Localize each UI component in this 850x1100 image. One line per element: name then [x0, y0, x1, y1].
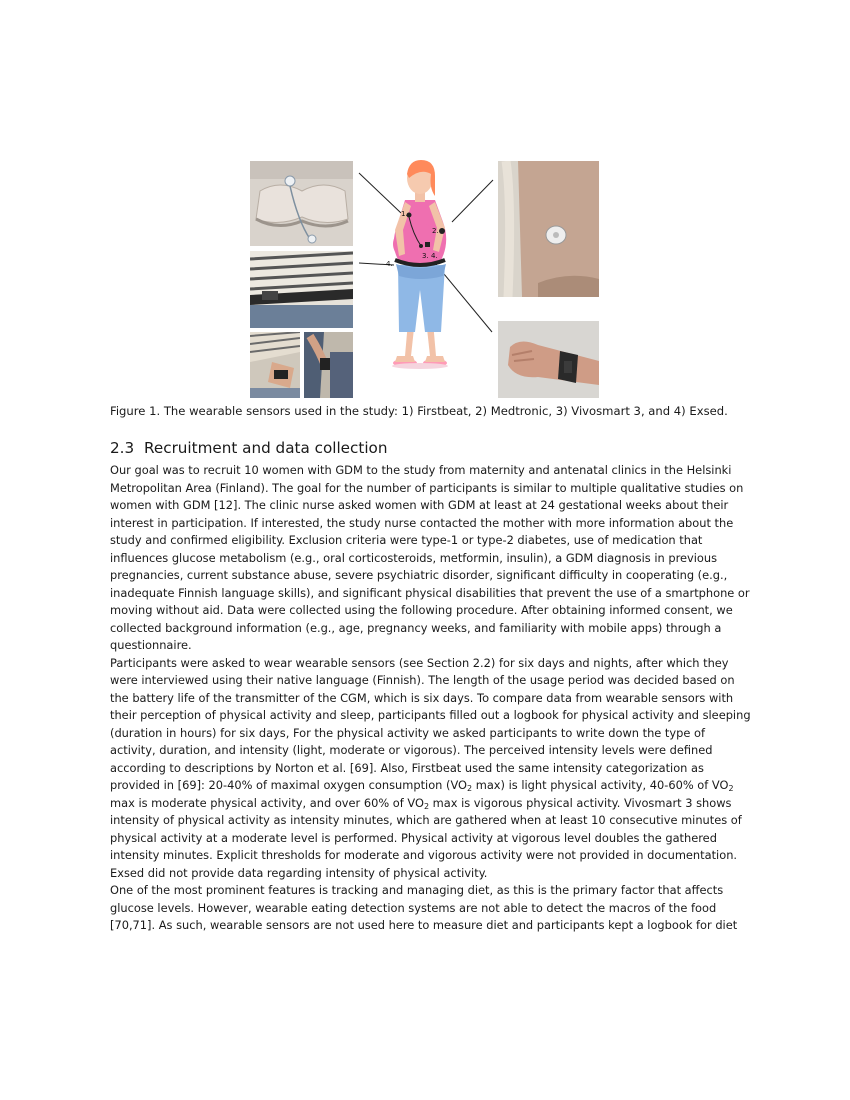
callout-4b: 4. [386, 260, 393, 268]
figure-1 [249, 160, 601, 400]
text-line: Participants were asked to wear wearable sensors (see Section 2.2) for six days and nights, after which they [110, 655, 729, 670]
woman-illustration [249, 160, 601, 400]
text-line: One of the most prominent features is tracking and managing diet, as this is the primary factor that affects [110, 883, 724, 897]
text-line: collected background information (e.g., age, pregnancy weeks, and familiarity with mobile apps) through a [110, 620, 722, 635]
text-line: interest in participation. If interested, the study nurse contacted the mother with more information about the [110, 515, 734, 530]
text-line: (duration in hours) for six days, For the physical activity we asked participants to write down the type of [110, 725, 705, 740]
section-heading [110, 439, 387, 457]
section-number: 2.3 [110, 439, 135, 457]
text-line: activity, duration, and intensity (light, moderate or vigorous). The perceived intensity levels were defined [110, 743, 713, 757]
figure-caption: Figure 1. The wearable sensors used in the study: 1) Firstbeat, 2) Medtronic, 3) Vivosmart 3, and 4) Exsed. [110, 404, 728, 418]
text-line: pregnancies, current substance abuse, severe psychiatric disorder, significant difficulty in cooperating (e.g., [110, 568, 728, 582]
text-line: intensity minutes. Explicit thresholds for moderate and vigorous activity were not provided in documentation. [110, 848, 738, 862]
text-line: women with GDM [12]. The clinic nurse asked women with GDM at least at 24 gestational weeks about their [110, 498, 729, 512]
text-line: [70,71]. As such, wearable sensors are not used here to measure diet and participants kept a logbook for diet [110, 918, 738, 932]
text-line: influences glucose metabolism (e.g., oral corticosteroids, metformin, insulin), a GDM diagnosis in previous [110, 550, 718, 565]
text-line: the battery life of the transmitter of the CGM, which is six days. To compare data from wearable sensors with [110, 690, 734, 705]
body-text [110, 462, 750, 935]
callout-3: 3. [422, 252, 429, 260]
text-line: their perception of physical activity and sleep, participants filled out a logbook for physical activity and sleeping [110, 708, 751, 722]
callout-1: 1. [401, 210, 408, 218]
text-line: study and confirmed eligibility. Exclusion criteria were type-1 or type-2 diabetes, use of medication that [110, 533, 703, 547]
callout-2: 2. [432, 227, 439, 235]
text-line: were interviewed using their native language (Finnish). The length of the usage period was decided based on [110, 673, 735, 687]
text-line: questionnaire. [110, 638, 192, 652]
text-line-vo2-b: max is moderate physical activity, and over 60% of $VO_2$ max is vigorous physical activity. Vivosmart 3 shows [110, 795, 732, 811]
text-line: physical activity at a moderate level is performed. Physical activity at vigorous level doubles the gathered [110, 830, 717, 845]
callout-4a: 4. [431, 252, 438, 260]
text-line: Our goal was to recruit 10 women with GDM to the study from maternity and antenatal clinics in the Helsinki [110, 463, 732, 477]
text-line: intensity of physical activity as intensity minutes, which are gathered when at least 10 consecutive minutes of [110, 813, 742, 827]
text-line: moving without aid. Data were collected using the following procedure. After obtaining informed consent, we [110, 603, 733, 617]
text-line: according to descriptions by Norton et al. [69]. Also, Firstbeat used the same intensity categorization as [110, 760, 704, 775]
text-line: glucose levels. However, wearable eating detection systems are not able to detect the macros of the food [110, 900, 717, 915]
text-line: inadequate Finnish language skills), and significant physical disabilities that prevent the use of a smartphone or [110, 585, 750, 600]
text-line-vo2-a: provided in [69]: 20-40% of maximal oxygen consumption ($VO_2$ max) is light physical activity, 40-60% of $VO_2$ [110, 778, 734, 793]
section-title: Recruitment and data collection [144, 439, 388, 457]
text-line: Metropolitan Area (Finland). The goal for the number of participants is similar to multiple qualitative studies on [110, 480, 744, 495]
text-line: Exsed did not provide data regarding intensity of physical activity. [110, 865, 488, 880]
